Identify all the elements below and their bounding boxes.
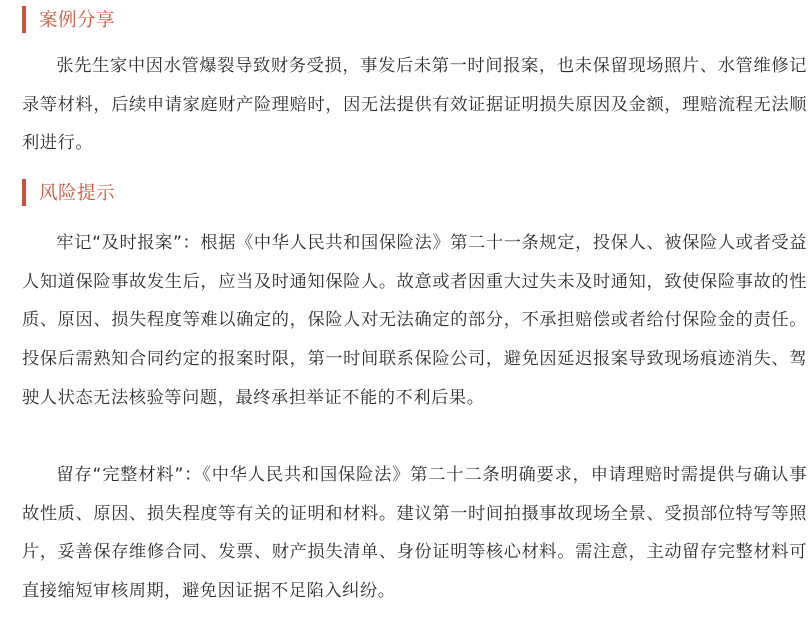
section-title: 风险提示 <box>39 183 116 204</box>
heading-accent-bar <box>22 179 26 206</box>
risk-paragraph-complete-materials: 留存“完整材料”：《中华人民共和国保险法》第二十二条明确要求，申请理赔时需提供与确认事故性质、原因、损失程度等有关的证明和材料。建议第一时间拍摄事故现场全景、受损部位特写等照片，妥善保存维修合同、发票、财产损失清单、身份证明等核心材料。需注意，主动留存完整材料可直接缩短审核周期，避免因证据不足陷入纠纷。 <box>22 465 807 602</box>
case-paragraph: 张先生家中因水管爆裂导致财务受损，事发后未第一时间报案，也未保留现场照片、水管维修记录等材料，后续申请家庭财产险理赔时，因无法提供有效证据证明损失原因及金额，理赔流程无法顺利进行。 <box>22 56 807 154</box>
risk-paragraph-timely-report: 牢记“及时报案”：根据《中华人民共和国保险法》第二十一条规定，投保人、被保险人或者受益人知道保险事故发生后，应当及时通知保险人。故意或者因重大过失未及时通知，致使保险事故的性质、原因、损失程度等难以确定的，保险人对无法确定的部分，不承担赔偿或者给付保险金的责任。投保后需熟知合同约定的报案时限，第一时间联系保险公司，避免因延迟报案导致现场痕迹消失、驾驶人状态无法核验等问题，最终承担举证不能的不利后果。 <box>22 233 807 408</box>
section-heading-case-sharing <box>22 4 115 34</box>
section-title: 案例分享 <box>39 10 116 31</box>
heading-accent-bar <box>22 6 26 33</box>
section-heading-risk-tips <box>22 177 115 207</box>
